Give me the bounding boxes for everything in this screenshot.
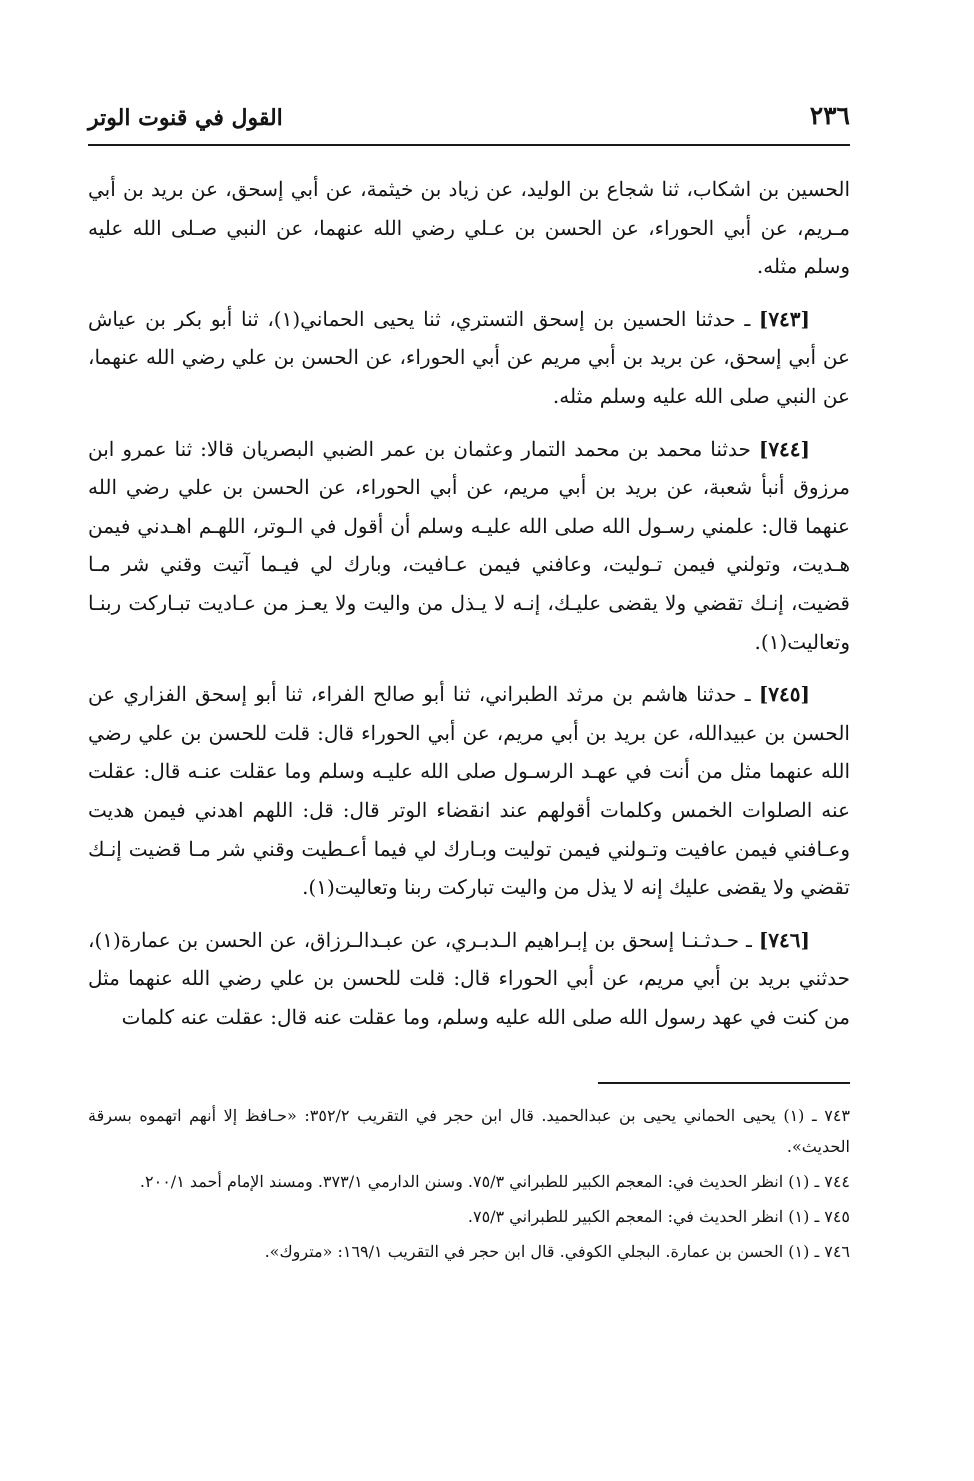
page-header xyxy=(88,96,850,140)
hadith-743 xyxy=(88,300,850,416)
running-title: القول في قنوت الوتر xyxy=(88,105,283,131)
hadith-746 xyxy=(88,921,850,1037)
main-text xyxy=(88,170,850,1050)
footnote-rule xyxy=(598,1082,850,1084)
hadith-745 xyxy=(88,675,850,907)
paragraph-text: ـ حدثنا الحسين بن إسحق التستري، ثنا يحيى الحماني(١)، ثنا أبو بكر بن عياش عن أبي إسحق، عن بريد بن أبي مريم عن أبي الحوراء، عن الحسن بن علي رضي الله عنهما، عن النبي صلى الله عليه وسلم مثله. xyxy=(88,306,850,408)
paragraph-text: الحسين بن اشكاب، ثنا شجاع بن الوليد، عن زياد بن خيثمة، عن أبي إسحق، عن بريد بن أبي مـريم، عن أبي الحوراء، عن الحسن بن عـلي رضي الله عنهما، عن النبي صـلى الله عليه وسلم مثله. xyxy=(88,177,850,279)
hadith-744 xyxy=(88,430,850,662)
hadith-number: [٧٤٥] xyxy=(758,682,810,707)
hadith-number: [٧٤٤] xyxy=(758,436,811,461)
footnote: ٧٤٥ ـ (١) انظر الحديث في: المعجم الكبير للطبراني ٧٥/٣. xyxy=(467,1207,850,1226)
footnotes xyxy=(88,1100,850,1271)
hadith-number: [٧٤٣] xyxy=(758,306,811,331)
hadith-number: [٧٤٦] xyxy=(758,927,810,952)
paragraph-text: ـ حدثنا هاشم بن مرثد الطبراني، ثنا أبو صالح الفراء، ثنا أبو إسحق الفزاري عن الحسن بن عبيدالله، عن بريد بن أبي مريم، عن أبي الحوراء قال: قلت للحسن بن علي رضي الله عنهما مثل من أنت في عهـد الرسـول صلى الله عليـه وسلم وما عقلت عنـه قال: عقلت عنه الصلوات الخمس وكلمات أقولهم عند انقضاء الوتر قال: قل: اللهم اهدني فيمن هديت وعـافني فيمن عافيت وتـولني فيمن توليت وبـارك لي فيما أعـطيت وقني شر مـا قضيت إنـك تقضي ولا يقضى عليك إنه لا يذل من واليت تباركت ربنا وتعاليت(١). xyxy=(88,682,850,900)
footnote: ٧٤٦ ـ (١) الحسن بن عمارة. البجلي الكوفي. قال ابن حجر في التقريب ١٦٩/١: «متروك». xyxy=(264,1242,850,1261)
page-number: ٢٣٦ xyxy=(809,101,850,130)
paragraph-continuation xyxy=(88,170,850,286)
footnote: ٧٤٤ ـ (١) انظر الحديث في: المعجم الكبير للطبراني ٧٥/٣. وسنن الدارمي ٣٧٣/١. ومسند الإمام أحمد ٢٠٠/١. xyxy=(139,1172,850,1191)
header-rule xyxy=(88,144,850,146)
footnote: ٧٤٣ ـ (١) يحيى الحماني يحيى بن عبدالحميد. قال ابن حجر في التقريب ٣٥٢/٢: «حـافظ إلا أنهم اتهموه بسرقة الحديث». xyxy=(88,1106,851,1156)
paragraph-text: حدثنا محمد بن محمد التمار وعثمان بن عمر الضبي البصريان قالا: ثنا عمرو ابن مرزوق أنبأ شعبة، عن بريد بن أبي مريم، عن أبي الحوراء، عن الحسن بن علي رضي الله عنهما قال: علمني رسـول الله صلى الله عليـه وسلم أن أقول في الـوتر، اللهـم اهـدني فيمن هـديت، وتولني فيمن تـوليت، وعافني فيمن عـافيت، وبارك لي فيـما آتيت وقني شر مـا قضيت، إنـك تقضي ولا يقضى عليـك، إنـه لا يـذل من واليت ولا يعـز من عـاديت تبـاركت ربنـا وتعاليت(١). xyxy=(88,436,850,654)
paragraph-text: ـ حـدثـنـا إسحق بن إبـراهيم الـدبـري، عن عبـدالـرزاق، عن الحسن بن عمارة(١)، حدثني بريد بن أبي مريم، عن أبي الحوراء قال: قلت للحسن بن علي رضي الله عنهما مثل من كنت في عهد رسول الله صلى الله عليه وسلم، وما عقلت عنه قال: عقلت عنه كلمات xyxy=(88,927,850,1029)
